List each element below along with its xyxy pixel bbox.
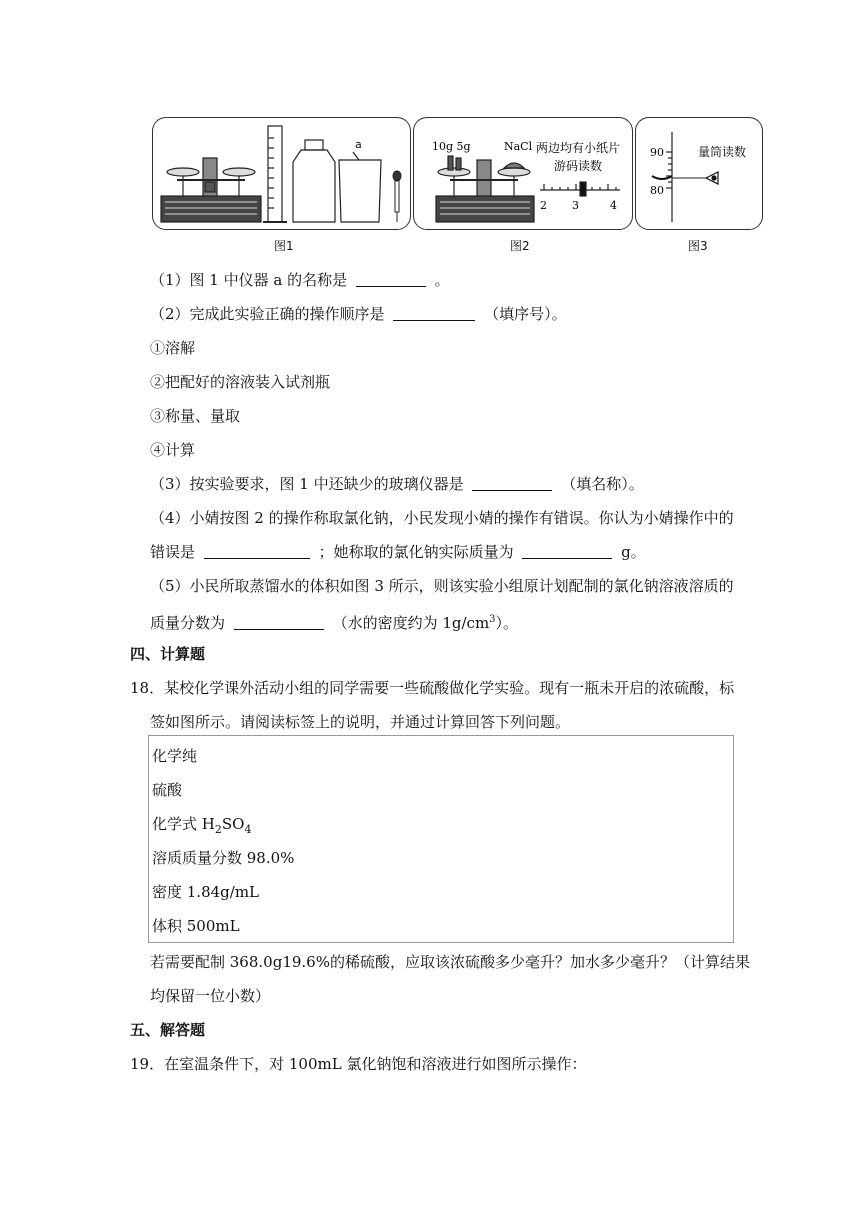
figure-1-drawing xyxy=(153,118,410,229)
answer-blank[interactable] xyxy=(356,272,426,287)
dropper-icon xyxy=(393,171,401,222)
q17-part4-line2: 错误是 ；她称取的氯化钠实际质量为 g。 xyxy=(150,543,646,561)
scale-label-4: 4 xyxy=(610,199,617,212)
balance-icon xyxy=(161,158,261,222)
figure-3-drawing xyxy=(636,118,762,229)
eye-icon xyxy=(706,172,718,184)
step-2: ②把配好的溶液装入试剂瓶 xyxy=(150,373,331,391)
label-line-2: 硫酸 xyxy=(152,781,183,799)
figure-2-note-1: 两边均有小纸片 xyxy=(536,141,621,155)
section-5-heading: 五、解答题 xyxy=(130,1021,206,1039)
answer-blank[interactable] xyxy=(204,544,310,559)
figure-2-frame xyxy=(413,117,633,230)
label-line-1: 化学纯 xyxy=(152,747,198,765)
figure-3-caption: 图3 xyxy=(688,239,708,253)
step-3: ③称量、量取 xyxy=(150,407,241,425)
q17-part4-line1: （4）小婧按图 2 的操作称取氯化钠，小民发现小婧的操作有错误。你认为小婧操作中的 xyxy=(150,509,734,527)
figure-2-caption: 图2 xyxy=(510,239,530,253)
answer-blank[interactable] xyxy=(472,476,552,491)
label-line-4: 溶质质量分数 98.0% xyxy=(152,849,295,867)
scale-label-3: 3 xyxy=(572,199,579,212)
label-line-formula: 化学式 $H_2SO_4$ xyxy=(152,815,252,836)
figure-1-caption: 图1 xyxy=(274,239,294,253)
answer-blank[interactable] xyxy=(234,615,324,630)
answer-blank[interactable] xyxy=(393,306,475,321)
answer-blank[interactable] xyxy=(522,544,612,559)
q18-ask-line2: 均保留一位小数） xyxy=(150,987,271,1005)
tick-80: 80 xyxy=(650,184,664,197)
q17-part2: （2）完成此实验正确的操作顺序是 （填序号）。 xyxy=(150,305,567,323)
reagent-bottle-icon xyxy=(293,140,335,222)
section-4-heading: 四、计算题 xyxy=(130,645,206,663)
graduated-cylinder-icon xyxy=(263,126,287,222)
label-line-5: 密度 1.84g/mL xyxy=(152,883,260,901)
balance-icon xyxy=(436,156,534,222)
q19-line1: 19．在室温条件下，对 100mL 氯化钠饱和溶液进行如图所示操作： xyxy=(130,1055,587,1073)
q17-part3: （3）按实验要求，图 1 中还缺少的玻璃仪器是 （填名称）。 xyxy=(150,475,644,493)
figure-1-label-a: a xyxy=(355,138,362,151)
figure-1-frame xyxy=(152,117,411,230)
step-4: ④计算 xyxy=(150,441,196,459)
figure-2-drawing xyxy=(414,118,632,229)
figure-3-frame xyxy=(635,117,763,230)
q18-ask-line1: 若需要配制 368.0g19.6%的稀硫酸，应取该浓硫酸多少毫升？加水多少毫升？（计算结果 xyxy=(150,953,750,971)
figure-3-title: 量筒读数 xyxy=(698,145,747,159)
figure-2-weights: 10g 5g xyxy=(432,140,471,153)
q17-part5-line2: 质量分数为 （水的密度约为 $1g/cm^3$）。 xyxy=(150,614,519,632)
tick-90: 90 xyxy=(650,146,664,159)
scale-label-2: 2 xyxy=(540,199,547,212)
q17-part1: （1）图 1 中仪器 a 的名称是 。 xyxy=(150,271,450,289)
label-line-6: 体积 500mL xyxy=(152,917,240,935)
step-1: ①溶解 xyxy=(150,339,196,357)
figure-2-nacl: NaCl xyxy=(504,140,533,153)
q18-line1: 18．某校化学课外活动小组的同学需要一些硫酸做化学实验。现有一瓶未开启的浓硫酸，标 xyxy=(130,679,735,697)
q18-line2: 签如图所示。请阅读标签上的说明，并通过计算回答下列问题。 xyxy=(150,713,571,731)
figure-2-note-2: 游码读数 xyxy=(554,159,603,173)
q17-part5-line1: （5）小民所取蒸馏水的体积如图 3 所示，则该实验小组原计划配制的氯化钠溶液溶质的 xyxy=(150,577,734,595)
rider-scale xyxy=(540,182,620,196)
beaker-icon xyxy=(339,152,381,222)
